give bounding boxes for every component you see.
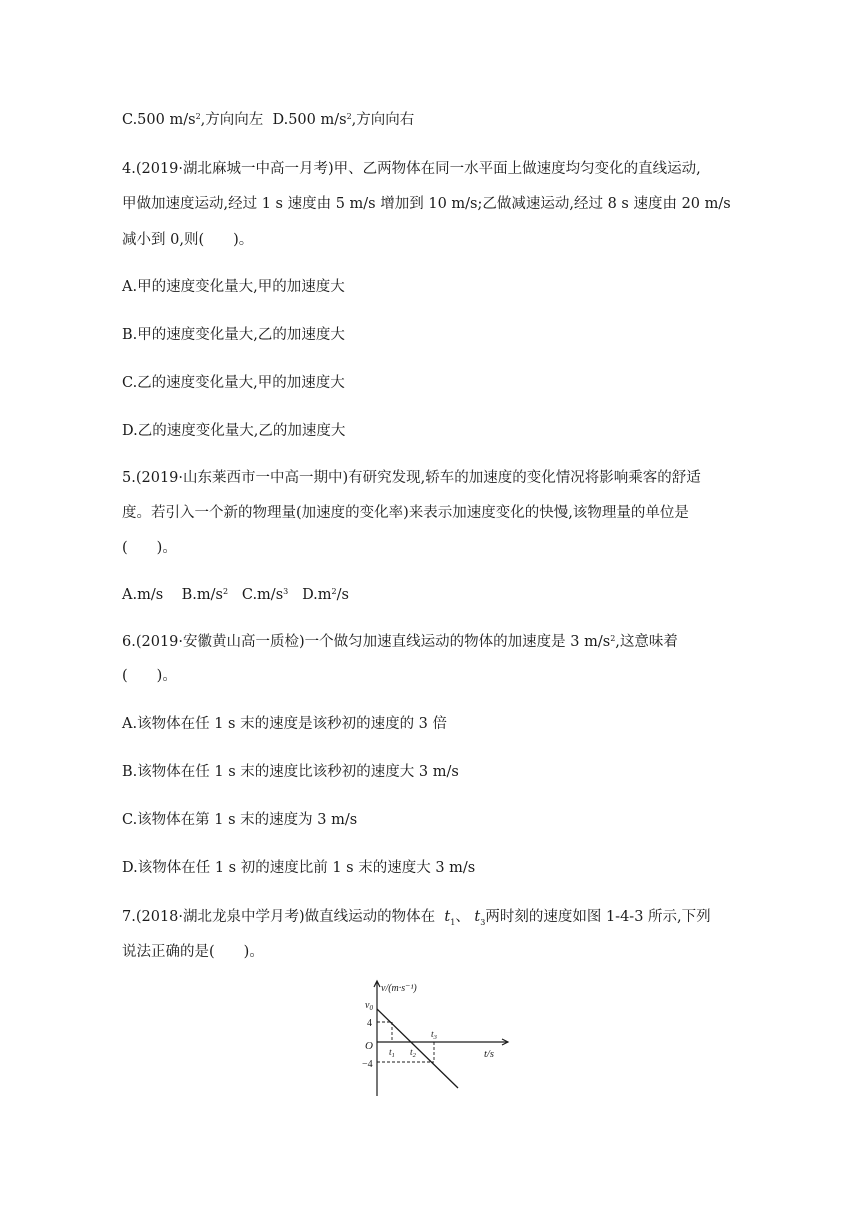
y-tick-4: 4 [367,1018,372,1029]
v0-label: $v_0$ [365,1000,373,1012]
q3-options-cd: C.500 $m/s^2$,方向向左 D.500 $m/s^2$,方向向右 [122,112,415,128]
q4-option-b: B.甲的速度变化量大,乙的加速度大 [122,327,345,343]
t2-label: $t_2$ [410,1048,416,1059]
q6-option-b: B.该物体在任 1 s 末的速度比该秒初的速度大 3 m/s [122,764,459,780]
q7-stem-line1: 7.(2018·湖北龙泉中学月考)做直线运动的物体在 $t_1$、 $t_3$两时刻的速度如图 1-4-3 所示,下列 [122,909,711,927]
t3-label: $t_3$ [431,1030,437,1041]
q6-stem-line1: 6.(2019·安徽黄山高一质检)一个做匀加速直线运动的物体的加速度是 3 $m/s^2$,这意味着 [122,634,678,650]
q4-option-d: D.乙的速度变化量大,乙的加速度大 [122,423,346,439]
q6-option-d: D.该物体在任 1 s 初的速度比前 1 s 末的速度大 3 m/s [122,860,476,876]
q7-stem-line2: 说法正确的是( )。 [122,944,264,960]
q5-stem-line2: 度。若引入一个新的物理量(加速度的变化率)来表示加速度变化的快慢,该物理量的单位是 [122,505,689,521]
q4-option-c: C.乙的速度变化量大,甲的加速度大 [122,375,345,391]
q4-stem-line3: 减小到 0,则( )。 [122,232,254,248]
q4-option-a: A.甲的速度变化量大,甲的加速度大 [122,279,345,295]
x-axis-label: t/s [484,1049,494,1060]
q6-stem-line2: ( )。 [122,668,177,684]
q6-option-a: A.该物体在任 1 s 末的速度是该秒初的速度的 3 倍 [122,716,448,732]
y-tick-neg4: −4 [362,1059,373,1070]
q5-stem-line1: 5.(2019·山东莱西市一中高一期中)有研究发现,轿车的加速度的变化情况将影响乘客的舒适 [122,470,701,486]
t1-label: $t_1$ [389,1048,395,1059]
q4-stem-line2: 甲做加速度运动,经过 1 s 速度由 5 m/s 增加到 10 m/s;乙做减速运动,经过 8 s 速度由 20 m/s [122,196,731,212]
q4-stem-line1: 4.(2019·湖北麻城一中高一月考)甲、乙两物体在同一水平面上做速度均匀变化的直线运动, [122,161,701,177]
q5-options: A.m/s $B.m/s^2$ $C.m/s^3$ $D.m^2/s$ [122,587,349,603]
y-axis-label: v/(m·s⁻¹) [381,983,417,994]
q5-stem-line3: ( )。 [122,540,177,556]
origin-label: O [365,1040,373,1052]
velocity-time-graph [356,978,516,1100]
q6-option-c: C.该物体在第 1 s 末的速度为 3 m/s [122,812,358,828]
